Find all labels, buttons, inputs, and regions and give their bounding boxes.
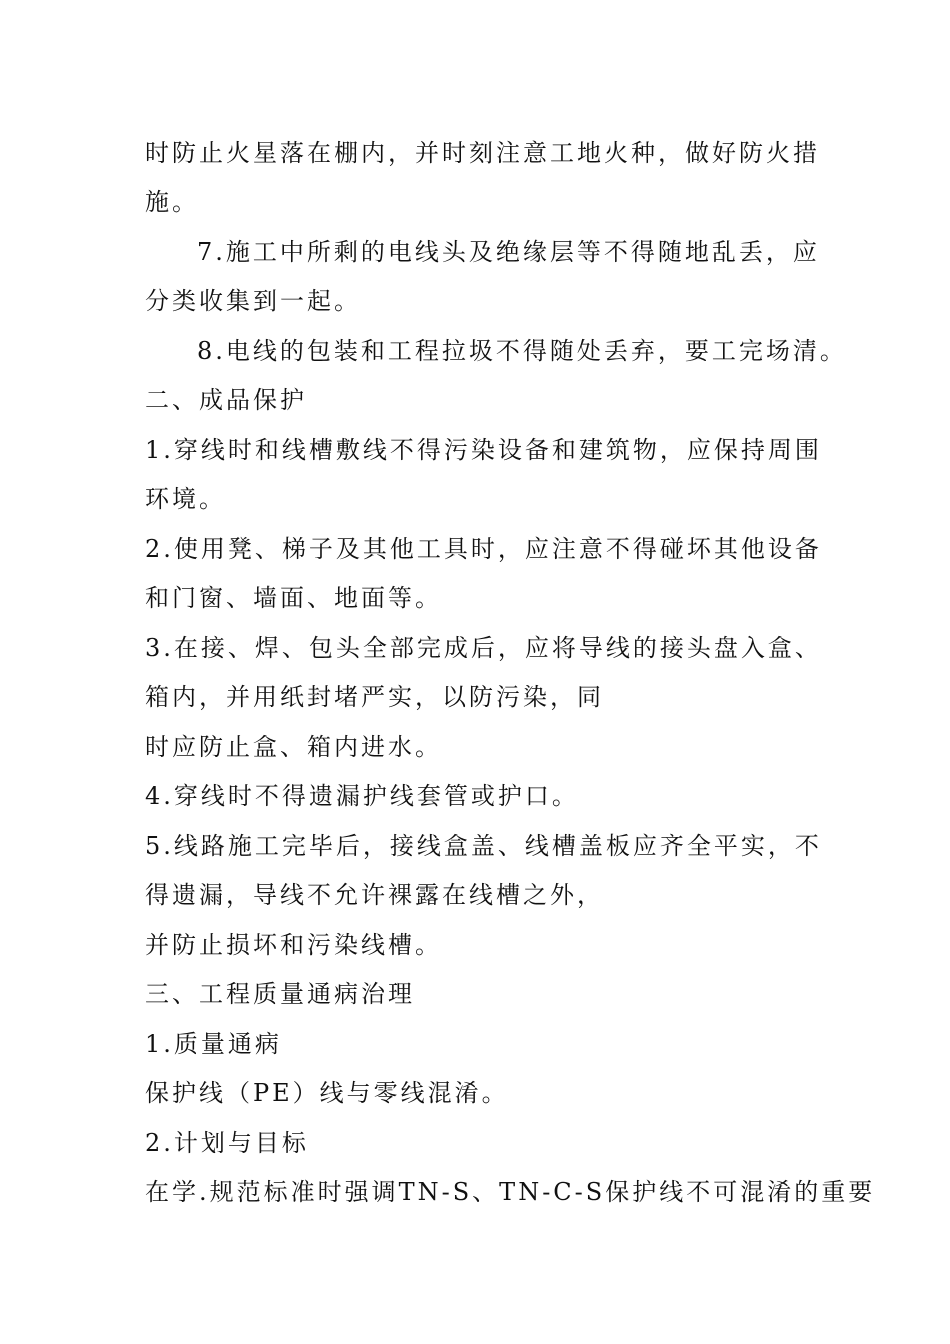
text-line: 得遗漏，导线不允许裸露在线槽之外， [145, 881, 604, 909]
text-line: 2.使用凳、梯子及其他工具时，应注意不得碰坏其他设备 [145, 535, 822, 563]
text-line: 1.穿线时和线槽敷线不得污染设备和建筑物，应保持周围 [145, 436, 822, 464]
text-line: 和门窗、墙面、地面等。 [145, 584, 442, 612]
text-line: 并防止损坏和污染线槽。 [145, 931, 442, 959]
text-line: 时防止火星落在棚内，并时刻注意工地火种，做好防火措 [145, 139, 820, 167]
text-line: 箱内，并用纸封堵严实，以防污染，同 [145, 683, 604, 711]
text-line: 分类收集到一起。 [145, 287, 361, 315]
text-line: 5.线路施工完毕后，接线盒盖、线槽盖板应齐全平实，不 [145, 832, 822, 860]
text-line: 8.电线的包装和工程拉圾不得随处丢弃，要工完场清。 [197, 337, 847, 365]
text-line: 环境。 [145, 485, 226, 513]
text-line: 施。 [145, 188, 199, 216]
text-line: 1.质量通病 [145, 1030, 282, 1058]
section-heading: 二、成品保护 [145, 386, 307, 414]
text-line: 4.穿线时不得遗漏护线套管或护口。 [145, 782, 579, 810]
section-heading: 三、工程质量通病治理 [145, 980, 415, 1008]
text-line: 2.计划与目标 [145, 1129, 309, 1157]
text-line: 7.施工中所剩的电线头及绝缘层等不得随地乱丢，应 [197, 238, 820, 266]
text-line: 3.在接、焊、包头全部完成后，应将导线的接头盘入盒、 [145, 634, 822, 662]
text-line: 在学.规范标准时强调TN-S、TN-C-S保护线不可混淆的重要 [145, 1178, 876, 1206]
text-line: 时应防止盒、箱内进水。 [145, 733, 442, 761]
text-line: 保护线（PE）线与零线混淆。 [145, 1079, 509, 1107]
